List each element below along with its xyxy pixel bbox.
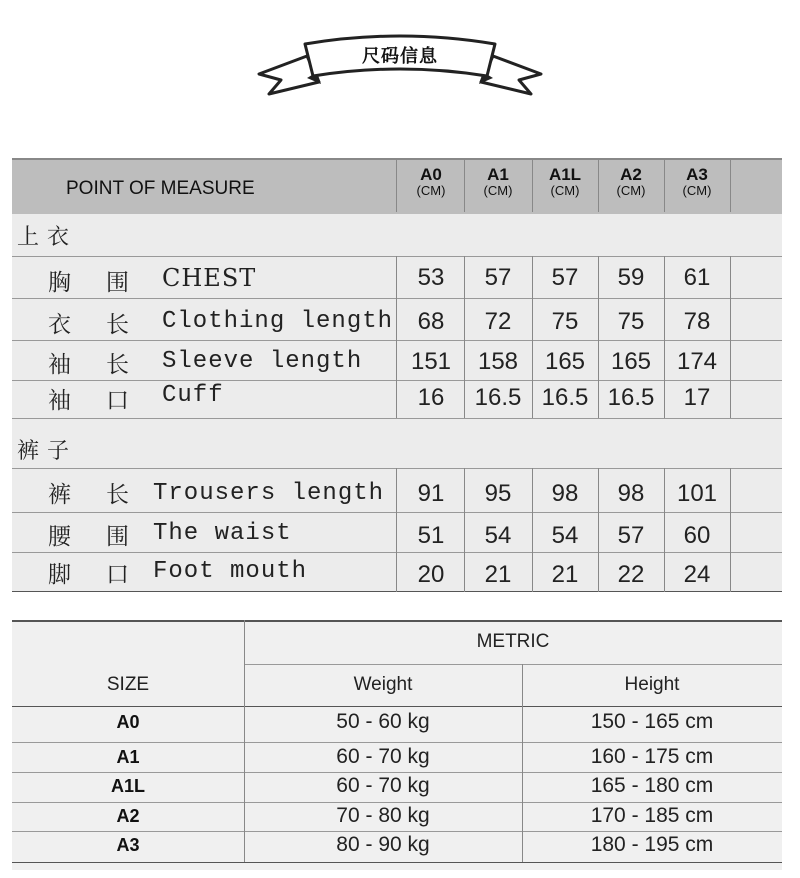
divider: [730, 160, 731, 212]
value-cell: 57: [617, 522, 645, 549]
value-cell: 174: [676, 348, 718, 375]
value-cell: 98: [617, 480, 645, 507]
value-cell: 61: [683, 264, 711, 291]
row-cn-2: 长: [106, 482, 129, 508]
divider: [664, 256, 665, 418]
value-cell: 78: [683, 308, 711, 335]
weight-cell: 70 - 80 kg: [336, 804, 430, 827]
row-cn-1: 袖: [48, 352, 71, 378]
divider: [396, 160, 397, 212]
value-cell: 57: [484, 264, 512, 291]
height-cell: 150 - 165 cm: [590, 710, 714, 733]
divider: [532, 160, 533, 212]
height-cell: 165 - 180 cm: [590, 774, 714, 797]
point-of-measure-label: POINT OF MEASURE: [66, 178, 255, 199]
divider: [12, 418, 782, 419]
divider: [12, 256, 782, 257]
size-header-a2: A2 (CM): [616, 165, 646, 198]
divider: [532, 468, 533, 592]
row-cn-2: 口: [106, 562, 129, 588]
divider: [12, 298, 782, 299]
value-cell: 72: [484, 308, 512, 335]
section-title-tops: 上衣: [17, 225, 78, 250]
measurement-header: [12, 158, 782, 214]
divider: [598, 256, 599, 418]
weight-cell: 60 - 70 kg: [336, 745, 430, 768]
value-cell: 91: [417, 480, 445, 507]
divider: [522, 664, 523, 862]
size-cell: A0: [116, 712, 140, 732]
value-cell: 54: [484, 522, 512, 549]
divider: [12, 772, 782, 773]
row-cn-1: 裤: [48, 482, 71, 508]
weight-cell: 50 - 60 kg: [336, 710, 430, 733]
value-cell: 75: [617, 308, 645, 335]
value-cell: 75: [551, 308, 579, 335]
size-column-header: SIZE: [106, 674, 150, 695]
value-cell: 165: [610, 348, 652, 375]
row-cn-2: 长: [106, 312, 129, 338]
value-cell: 59: [617, 264, 645, 291]
section-title-trousers: 裤子: [17, 439, 78, 464]
row-cn-1: 脚: [48, 562, 71, 588]
divider: [244, 620, 245, 862]
row-cn-1: 胸: [48, 270, 71, 296]
size-cell: A2: [116, 806, 140, 826]
divider: [12, 552, 782, 553]
divider: [664, 160, 665, 212]
divider: [12, 802, 782, 803]
height-cell: 180 - 195 cm: [590, 833, 714, 856]
row-label-chest: CHEST: [162, 264, 257, 292]
value-cell: 24: [683, 561, 711, 588]
divider: [598, 160, 599, 212]
metric-label: METRIC: [476, 631, 550, 652]
divider: [664, 468, 665, 592]
row-label-sleeve-length: Sleeve length: [162, 348, 363, 375]
weight-column-header: Weight: [353, 674, 413, 695]
divider: [12, 380, 782, 381]
divider: [532, 256, 533, 418]
divider: [12, 340, 782, 341]
value-cell: 22: [617, 561, 645, 588]
value-cell: 16.5: [474, 384, 522, 411]
value-cell: 158: [477, 348, 519, 375]
height-cell: 160 - 175 cm: [590, 745, 714, 768]
divider: [396, 256, 397, 418]
value-cell: 16: [417, 384, 445, 411]
divider: [464, 160, 465, 212]
divider: [12, 862, 782, 863]
value-cell: 21: [551, 561, 579, 588]
divider: [12, 512, 782, 513]
size-header-a0: A0 (CM): [416, 165, 446, 198]
value-cell: 21: [484, 561, 512, 588]
divider: [12, 742, 782, 743]
row-label-cuff: Cuff: [162, 382, 224, 409]
size-chart-table: [12, 620, 782, 870]
row-label-trousers-length: Trousers length: [153, 480, 385, 507]
value-cell: 57: [551, 264, 579, 291]
value-cell: 17: [683, 384, 711, 411]
value-cell: 20: [417, 561, 445, 588]
value-cell: 68: [417, 308, 445, 335]
row-cn-1: 衣: [48, 312, 71, 338]
banner-title: 尺码信息: [362, 46, 438, 66]
value-cell: 53: [417, 264, 445, 291]
size-cell: A1L: [110, 776, 145, 796]
value-cell: 16.5: [541, 384, 589, 411]
divider: [464, 468, 465, 592]
size-cell: A1: [116, 747, 140, 767]
row-cn-2: 口: [106, 388, 129, 414]
row-cn-2: 长: [106, 352, 129, 378]
value-cell: 151: [410, 348, 452, 375]
divider: [396, 468, 397, 592]
row-label-waist: The waist: [153, 520, 292, 547]
measurement-table: [12, 158, 782, 592]
divider: [12, 468, 782, 469]
row-cn-1: 腰: [48, 524, 71, 550]
value-cell: 16.5: [607, 384, 655, 411]
divider: [464, 256, 465, 418]
title-banner: [255, 34, 545, 106]
value-cell: 60: [683, 522, 711, 549]
divider: [730, 468, 731, 592]
value-cell: 165: [544, 348, 586, 375]
size-header-a1: A1 (CM): [483, 165, 513, 198]
divider: [598, 468, 599, 592]
divider: [730, 256, 731, 418]
height-column-header: Height: [624, 674, 680, 695]
value-cell: 95: [484, 480, 512, 507]
value-cell: 51: [417, 522, 445, 549]
row-label-clothing-length: Clothing length: [162, 308, 394, 335]
size-cell: A3: [116, 835, 140, 855]
size-header-a1l: A1L (CM): [548, 165, 582, 198]
weight-cell: 80 - 90 kg: [336, 833, 430, 856]
value-cell: 98: [551, 480, 579, 507]
height-cell: 170 - 185 cm: [590, 804, 714, 827]
weight-cell: 60 - 70 kg: [336, 774, 430, 797]
row-label-foot-mouth: Foot mouth: [153, 558, 308, 585]
value-cell: 54: [551, 522, 579, 549]
divider: [12, 706, 782, 707]
row-cn-2: 围: [106, 524, 129, 550]
divider: [12, 591, 782, 592]
size-header-a3: A3 (CM): [682, 165, 712, 198]
divider: [12, 831, 782, 832]
value-cell: 101: [676, 480, 718, 507]
row-cn-2: 围: [106, 270, 129, 296]
row-cn-1: 袖: [48, 388, 71, 414]
